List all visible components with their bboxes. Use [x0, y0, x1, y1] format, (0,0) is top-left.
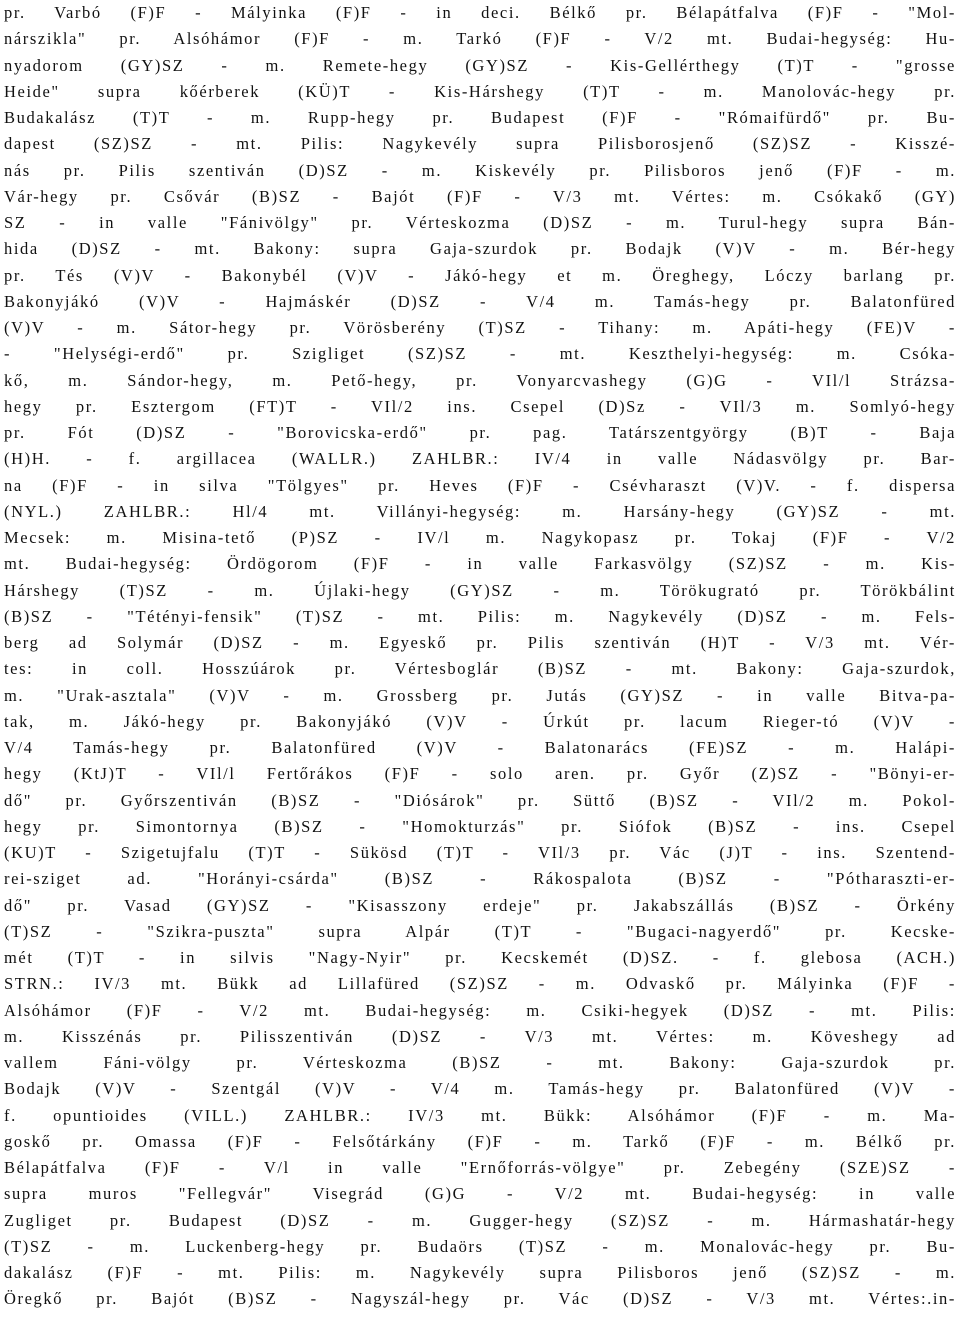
text-line: vallem Fáni-völgy pr. Vérteskozma (B)SZ - mt. Bakony: Gaja-szurdok pr.	[4, 1053, 956, 1072]
text-line: m. "Urak-asztala" (V)V - m. Grossberg pr. Jutás (GY)SZ - in valle Bitva-pa-	[4, 685, 956, 705]
text-line: (KU)T - Szigetujfalu (T)T - Sükösd (T)T - VIl/3 pr. Vác (J)T - ins. Szentend-	[4, 843, 956, 862]
text-line	[4, 1313, 956, 1339]
text-line: SZ - in valle "Fánivölgy" pr. Vérteskozma (D)SZ - m. Turul-hegy supra Bán-	[4, 213, 956, 232]
text-line: Alsóhámor (F)F - V/2 mt. Budai-hegység: m. Csiki-hegyek (D)SZ - mt. Pilis:	[4, 1000, 956, 1020]
text-line: mt. Budai-hegység: Ördögorom (F)F - in valle Farkasvölgy (SZ)SZ - m. Kis-	[4, 554, 956, 574]
text-line: nás pr. Pilis szentiván (D)SZ - m. Kiskevély pr. Pilisboros jenő (F)F - m.	[4, 160, 956, 180]
text-line: V/4 Tamás-hegy pr. Balatonfüred (V)V - Balatonarács (FE)SZ - m. Halápi-	[4, 738, 956, 757]
text-line: STRN.: IV/3 mt. Bükk ad Lillafüred (SZ)SZ - m. Odvaskő pr. Mályinka (F)F -	[4, 974, 956, 994]
text-line: f. opuntioides (VILL.) ZAHLBR.: IV/3 mt. Bükk: Alsóhámor (F)F - m. Ma-	[4, 1105, 956, 1125]
text-line: nárszikla" pr. Alsóhámor (F)F - m. Tarkó (F)F - V/2 mt. Budai-hegység: Hu-	[4, 29, 956, 49]
text-line: pr. Tés (V)V - Bakonybél (V)V - Jákó-hegy et m. Öreghegy, Lóczy barlang pr.	[4, 265, 956, 285]
text-line: Hárshegy (T)SZ - m. Újlaki-hegy (GY)SZ - m. Törökugrató pr. Törökbálint	[4, 580, 956, 600]
text-line: m. Kisszénás pr. Pilisszentiván (D)SZ - V/3 mt. Vértes: m. Köveshegy ad	[4, 1026, 956, 1046]
text-line: pr. Fót (D)SZ - "Borovicska-erdő" pr. pag. Tatárszentgyörgy (B)T - Baja	[4, 423, 956, 442]
text-line: Bakonyjákó (V)V - Hajmáskér (D)SZ - V/4 m. Tamás-hegy pr. Balatonfüred	[4, 291, 956, 311]
text-line: dő" pr. Vasad (GY)SZ - "Kisasszony erdeje" pr. Jakabszállás (B)SZ - Örkény	[4, 895, 956, 915]
text-line: na (F)F - in silva "Tölgyes" pr. Heves (F)F - Csévharaszt (V)V. - f. dispersa	[4, 475, 956, 495]
text-line: hida (D)SZ - mt. Bakony: supra Gaja-szurdok pr. Bodajk (V)V - m. Bér-hegy	[4, 239, 956, 259]
text-line: Zugliget pr. Budapest (D)SZ - m. Gugger-hegy (SZ)SZ - m. Hármashatár-hegy	[4, 1210, 956, 1230]
text-line: kő, m. Sándor-hegy, m. Pető-hegy, pr. Vonyarcvashegy (G)G - VIl/l Strázsa-	[4, 370, 956, 390]
text-line: berg ad Solymár (D)SZ - m. Egyeskő pr. Pilis szentiván (H)T - V/3 mt. Vér-	[4, 633, 956, 652]
text-line: (T)SZ - "Szikra-puszta" supra Alpár (T)T - "Bugaci-nagyerdő" pr. Kecske-	[4, 921, 956, 941]
text-line: Mecsek: m. Misina-tető (P)SZ - IV/l m. Nagykopasz pr. Tokaj (F)F - V/2	[4, 528, 956, 547]
text-line: Vár-hegy pr. Csővár (B)SZ - Bajót (F)F - V/3 mt. Vértes: m. Csókakő (GY)	[4, 186, 956, 206]
text-line: dakalász (F)F - mt. Pilis: m. Nagykevély supra Pilisboros jenő (SZ)SZ - m.	[4, 1263, 956, 1282]
text-line: supra muros "Fellegvár" Visegrád (G)G - V/2 mt. Budai-hegység: in valle	[4, 1184, 956, 1204]
text-line: (B)SZ - "Tétényi-fensik" (T)SZ - mt. Pilis: m. Nagykevély (D)SZ - m. Fels-	[4, 606, 956, 626]
text-line: (V)V - m. Sátor-hegy pr. Vörösberény (T)SZ - Tihany: m. Apáti-hegy (FE)V -	[4, 318, 956, 337]
text-line: goskő pr. Omassa (F)F - Felsőtárkány (F)F - m. Tarkő (F)F - m. Bélkő pr.	[4, 1131, 956, 1151]
text-line: Öregkő pr. Bajót (B)SZ - Nagyszál-hegy pr. Vác (D)SZ - V/3 mt. Vértes:.in-	[4, 1289, 956, 1309]
text-line: hegy (KtJ)T - VIl/l Fertőrákos (F)F - solo aren. pr. Győr (Z)SZ - "Bönyi-er-	[4, 764, 956, 784]
text-line: tes: in coll. Hosszúárok pr. Vértesboglár (B)SZ - mt. Bakony: Gaja-szurdok,	[4, 659, 956, 679]
text-line: mét (T)T - in silvis "Nagy-Nyir" pr. Kecskemét (D)SZ. - f. glebosa (ACH.)	[4, 948, 956, 967]
text-line: Bélapátfalva (F)F - V/l in valle "Ernőforrás-völgye" pr. Zebegény (SZE)SZ -	[4, 1158, 956, 1177]
text-line: tak, m. Jákó-hegy pr. Bakonyjákó (V)V - Úrkút pr. lacum Rieger-tó (V)V -	[4, 711, 956, 731]
text-line: nyadorom (GY)SZ - m. Remete-hegy (GY)SZ - Kis-Gellérthegy (T)T - "grosse	[4, 55, 956, 75]
body-text	[4, 0, 956, 1339]
text-line: (T)SZ - m. Luckenberg-hegy pr. Budaörs (T)SZ - m. Monalovác-hegy pr. Bu-	[4, 1236, 956, 1256]
text-line: - "Helységi-erdő" pr. Szigliget (SZ)SZ - mt. Keszthelyi-hegység: m. Csóka-	[4, 344, 956, 364]
text-line: dapest (SZ)SZ - mt. Pilis: Nagykevély supra Pilisborosjenő (SZ)SZ - Kisszé-	[4, 134, 956, 154]
text-line: pr. Varbó (F)F - Mályinka (F)F - in deci. Bélkő pr. Bélapátfalva (F)F - "Mol-	[4, 3, 956, 22]
text-line: Budakalász (T)T - m. Rupp-hegy pr. Budapest (F)F - "Rómaifürdő" pr. Bu-	[4, 108, 956, 127]
text-line: hegy pr. Simontornya (B)SZ - "Homokturzás" pr. Siófok (B)SZ - ins. Csepel	[4, 816, 956, 836]
text-line: (NYL.) ZAHLBR.: Hl/4 mt. Villányi-hegység: m. Harsány-hegy (GY)SZ - mt.	[4, 501, 956, 521]
text-line: hegy pr. Esztergom (FT)T - VIl/2 ins. Csepel (D)Sz - VIl/3 m. Somlyó-hegy	[4, 396, 956, 416]
text-line: Bodajk (V)V - Szentgál (V)V - V/4 m. Tamás-hegy pr. Balatonfüred (V)V -	[4, 1079, 956, 1099]
text-line: Heide" supra kőérberek (KÜ)T - Kis-Hárshegy (T)T - m. Manolovác-hegy pr.	[4, 81, 956, 101]
text-line: (H)H. - f. argillacea (WALLR.) ZAHLBR.: IV/4 in valle Nádasvölgy pr. Bar-	[4, 449, 956, 469]
text-line: rei-sziget ad. "Horányi-csárda" (B)SZ - Rákospalota (B)SZ - "Pótharaszti-er-	[4, 869, 956, 889]
text-line: dő" pr. Győrszentiván (B)SZ - "Diósárok" pr. Süttő (B)SZ - VIl/2 m. Pokol-	[4, 790, 956, 810]
